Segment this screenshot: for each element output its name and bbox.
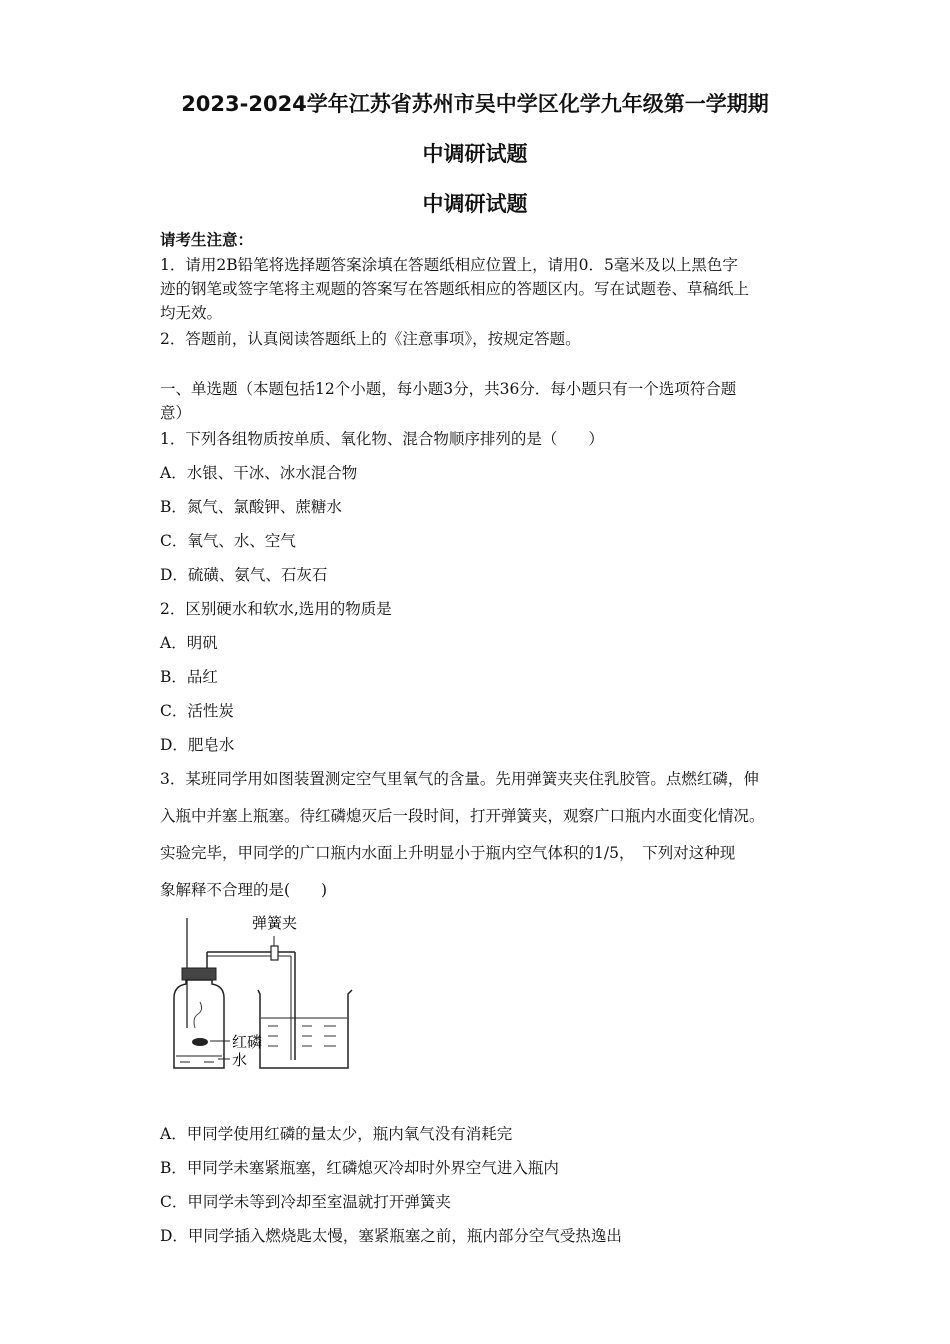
question-2-option-c: C．活性炭 xyxy=(160,702,234,720)
experiment-diagram xyxy=(160,910,360,1080)
question-1-option-b: B．氮气、氯酸钾、蔗糖水 xyxy=(160,498,342,516)
question-3-stem-line1: 3．某班同学用如图装置测定空气里氧气的含量。先用弹簧夹夹住乳胶管。点燃红磷，伸 xyxy=(160,770,759,788)
question-3-stem-line2: 入瓶中并塞上瓶塞。待红磷熄灭后一段时间，打开弹簧夹，观察广口瓶内水面变化情况。 xyxy=(160,807,765,825)
question-2-option-b: B．品红 xyxy=(160,668,218,686)
question-1-option-a: A．水银、干冰、冰水混合物 xyxy=(160,464,358,482)
question-3-option-a: A．甲同学使用红磷的量太少，瓶内氧气没有消耗完 xyxy=(160,1125,513,1143)
page-title-line3: 中调研试题 xyxy=(422,192,528,216)
question-3-option-d: D．甲同学插入燃烧匙太慢，塞紧瓶塞之前，瓶内部分空气受热逸出 xyxy=(160,1227,622,1245)
question-2-option-d: D．肥皂水 xyxy=(160,736,235,754)
question-1-stem: 1．下列各组物质按单质、氧化物、混合物顺序排列的是（ ） xyxy=(160,430,604,448)
page-title-line1: 2023-2024学年江苏省苏州市吴中学区化学九年级第一学期期 xyxy=(181,92,769,116)
question-3-option-c: C．甲同学未等到冷却至室温就打开弹簧夹 xyxy=(160,1193,451,1211)
section-heading-line1: 一、单选题（本题包括12个小题，每小题3分，共36分．每小题只有一个选项符合题 xyxy=(160,380,737,398)
notice-item1-line3: 均无效。 xyxy=(160,304,223,322)
question-1-option-c: C．氧气、水、空气 xyxy=(160,532,296,550)
section-heading-line2: 意） xyxy=(160,404,192,422)
question-1-option-d: D．硫磺、氨气、石灰石 xyxy=(160,566,328,584)
figure-label-clamp: 弹簧夹 xyxy=(252,914,298,932)
question-2-stem: 2．区别硬水和软水,选用的物质是 xyxy=(160,600,392,618)
question-3-stem-line3: 实验完毕，甲同学的广口瓶内水面上升明显小于瓶内空气体积的1/5， 下列对这种现 xyxy=(160,844,736,862)
notice-item1-line2: 迹的钢笔或签字笔将主观题的答案写在答题纸相应的答题区内。写在试题卷、草稿纸上 xyxy=(160,280,750,298)
notice-heading: 请考生注意： xyxy=(160,230,254,249)
question-2-option-a: A．明矾 xyxy=(160,634,218,652)
notice-item1-line1: 1．请用2B铅笔将选择题答案涂填在答题纸相应位置上，请用0．5毫米及以上黑色字 xyxy=(160,256,738,274)
question-3-option-b: B．甲同学未塞紧瓶塞，红磷熄灭冷却时外界空气进入瓶内 xyxy=(160,1159,559,1177)
figure-label-phosphorus: 红磷 xyxy=(232,1033,263,1051)
figure-label-water: 水 xyxy=(232,1051,248,1069)
page-title-line2: 中调研试题 xyxy=(422,142,528,166)
question-3-stem-line4: 象解释不合理的是( ) xyxy=(160,881,328,899)
notice-item2: 2．答题前，认真阅读答题纸上的《注意事项》，按规定答题。 xyxy=(160,330,581,348)
